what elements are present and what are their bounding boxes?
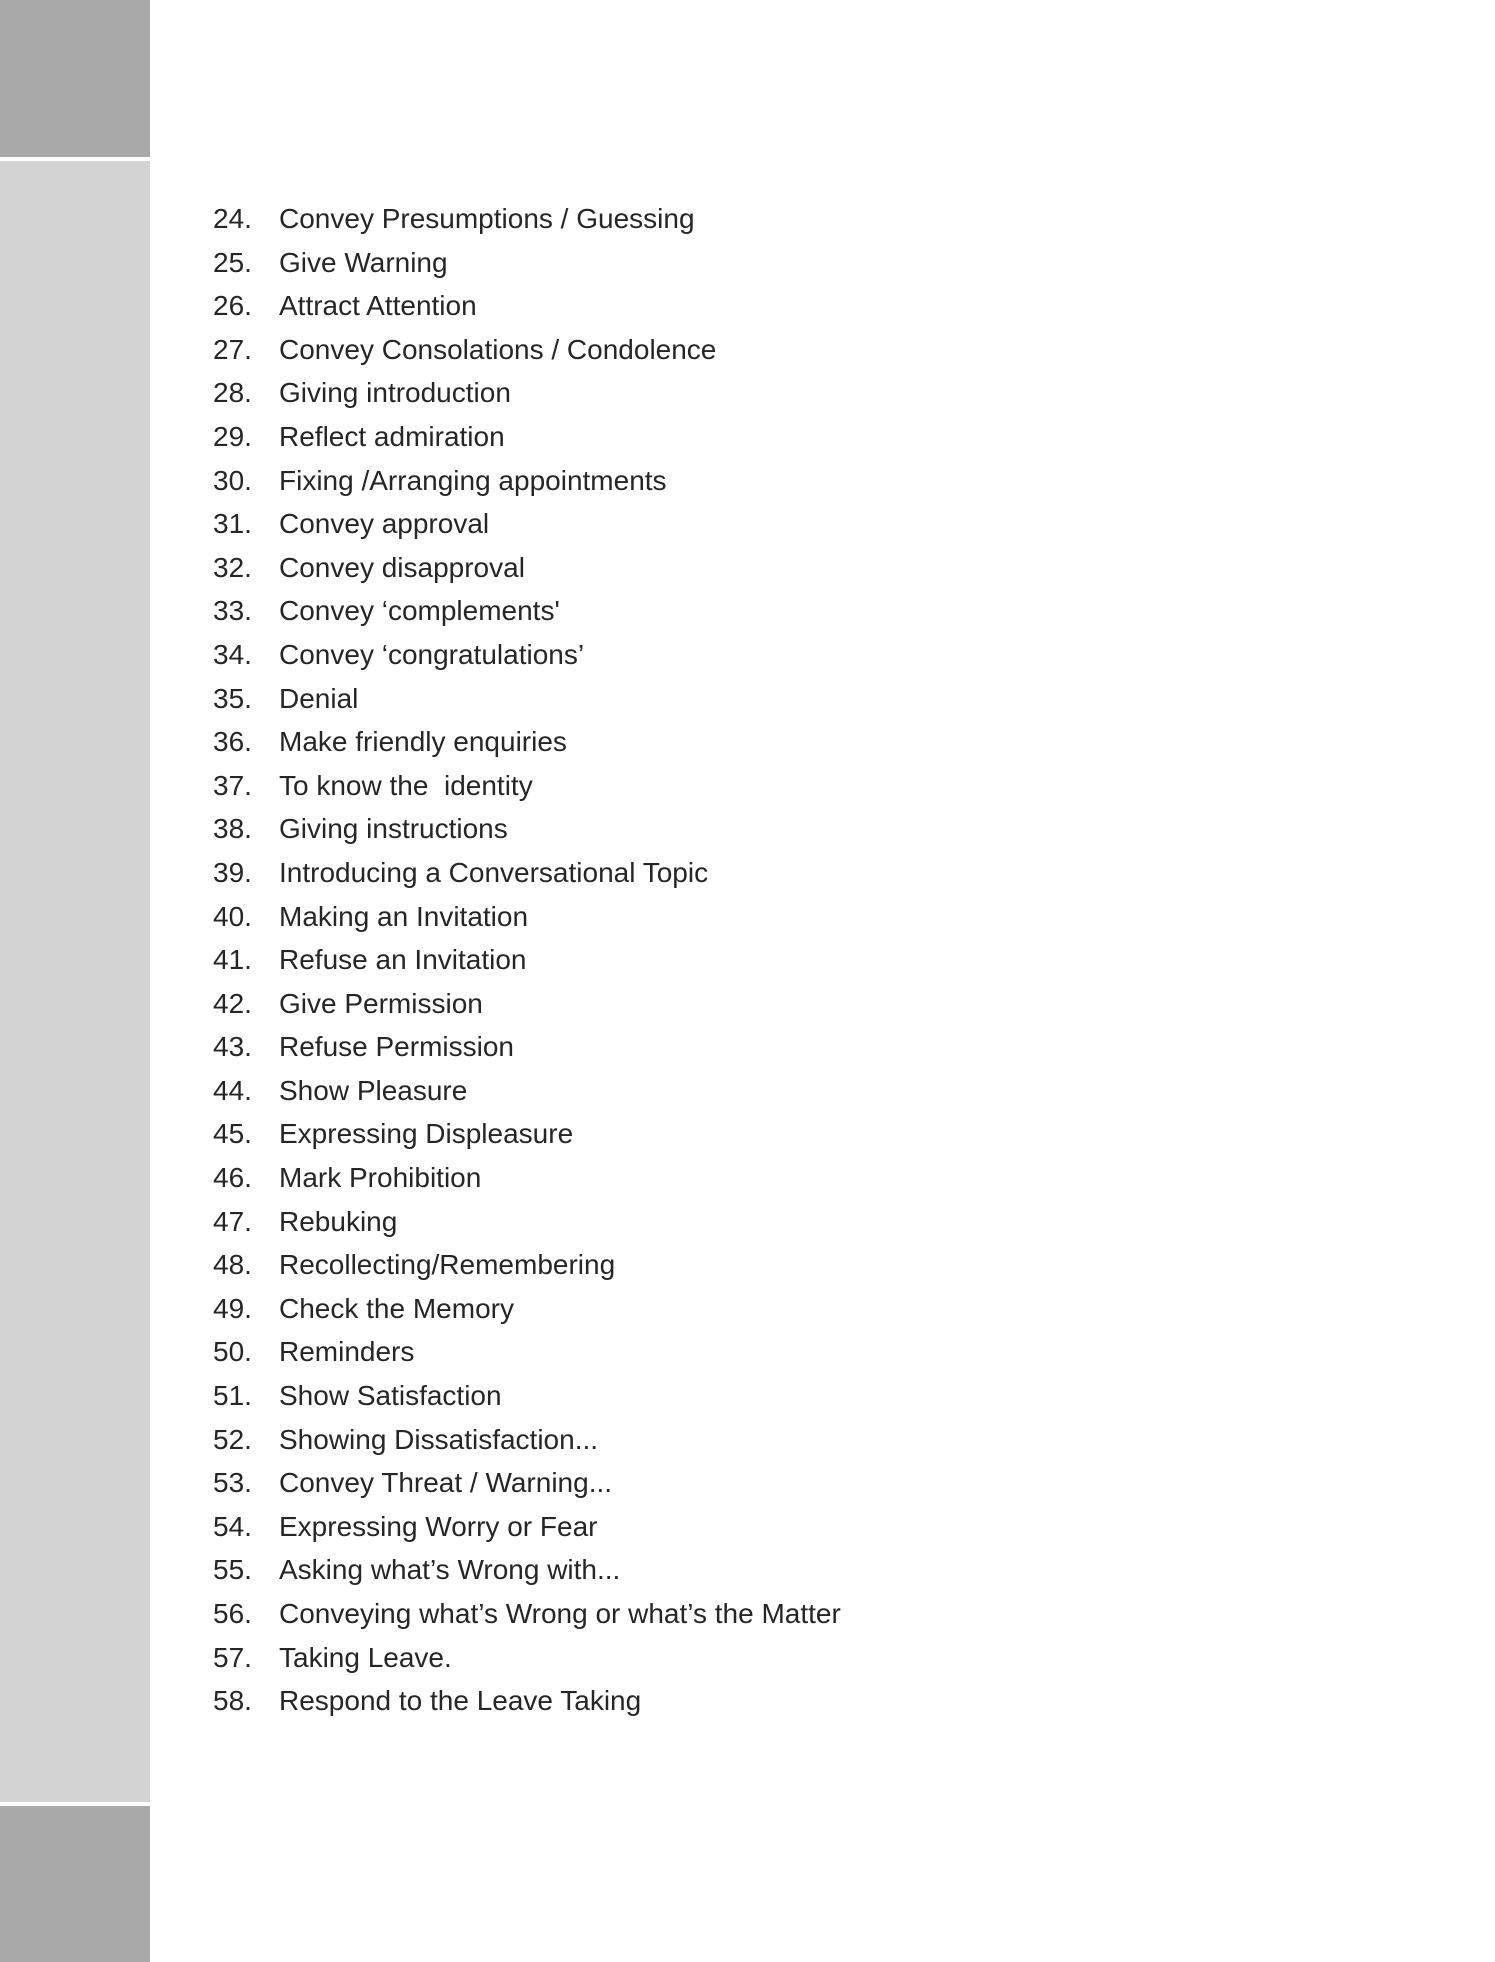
item-text: Rebuking [279, 1205, 398, 1237]
item-number: 26. [213, 290, 252, 322]
item-number: 40. [213, 900, 252, 932]
item-number: 39. [213, 856, 252, 888]
list-item [213, 901, 841, 945]
item-number: 58. [213, 1685, 252, 1717]
item-number: 27. [213, 333, 252, 365]
list-item [213, 1118, 841, 1162]
list-item [213, 770, 841, 814]
item-text: Show Satisfaction [279, 1380, 502, 1412]
list-item [213, 421, 841, 465]
list-item [213, 290, 841, 334]
item-text: Giving introduction [279, 377, 511, 409]
list-item [213, 944, 841, 988]
item-text: Show Pleasure [279, 1074, 468, 1106]
topic-list [213, 203, 841, 1729]
item-number: 34. [213, 638, 252, 670]
item-number: 42. [213, 987, 252, 1019]
item-number: 52. [213, 1423, 252, 1455]
item-number: 43. [213, 1031, 252, 1063]
item-text: Convey ‘complements' [279, 595, 560, 627]
item-number: 45. [213, 1118, 252, 1150]
list-item [213, 203, 841, 247]
item-text: Check the Memory [279, 1292, 514, 1324]
item-text: Refuse an Invitation [279, 944, 527, 976]
list-item [213, 988, 841, 1032]
list-item [213, 1554, 841, 1598]
item-number: 54. [213, 1510, 252, 1542]
item-text: Respond to the Leave Taking [279, 1685, 642, 1717]
list-item [213, 1424, 841, 1468]
list-item [213, 1511, 841, 1555]
item-text: Fixing /Arranging appointments [279, 464, 667, 496]
item-number: 50. [213, 1336, 252, 1368]
list-item [213, 377, 841, 421]
list-item [213, 1598, 841, 1642]
item-text: Denial [279, 682, 359, 714]
item-number: 55. [213, 1554, 252, 1586]
item-text: Conveying what’s Wrong or what’s the Matter [279, 1598, 841, 1629]
item-text: Make friendly enquiries [279, 726, 567, 758]
item-text: Give Permission [279, 987, 483, 1019]
item-text: Convey ‘congratulations’ [279, 638, 585, 670]
item-number: 37. [213, 769, 252, 801]
item-text: Making an Invitation [279, 900, 529, 932]
item-text: Reflect admiration [279, 420, 505, 452]
list-item [213, 1293, 841, 1337]
list-item [213, 813, 841, 857]
list-item [213, 1075, 841, 1119]
item-text: Convey Presumptions / Guessing [279, 203, 695, 234]
list-item [213, 1642, 841, 1686]
list-item [213, 1031, 841, 1075]
item-text: Showing Dissatisfaction... [279, 1423, 599, 1455]
list-item [213, 247, 841, 291]
item-number: 30. [213, 464, 252, 496]
item-text: Giving instructions [279, 813, 508, 845]
item-text: Asking what’s Wrong with... [279, 1554, 621, 1586]
list-item [213, 465, 841, 509]
list-item [213, 1467, 841, 1511]
item-text: Reminders [279, 1336, 415, 1368]
item-number: 41. [213, 944, 252, 976]
item-number: 28. [213, 377, 252, 409]
item-text: Introducing a Conversational Topic [279, 856, 709, 888]
item-text: To know the identity [279, 769, 533, 801]
item-number: 24. [213, 203, 252, 234]
list-item [213, 1162, 841, 1206]
item-number: 46. [213, 1162, 252, 1194]
list-item [213, 639, 841, 683]
item-number: 49. [213, 1292, 252, 1324]
sidebar-middle-block [0, 161, 150, 1802]
item-number: 33. [213, 595, 252, 627]
list-item [213, 1249, 841, 1293]
item-number: 57. [213, 1641, 252, 1673]
list-item [213, 857, 841, 901]
list-item [213, 334, 841, 378]
item-number: 25. [213, 246, 252, 278]
list-item [213, 1336, 841, 1380]
item-number: 44. [213, 1074, 252, 1106]
sidebar-top-block [0, 0, 150, 157]
item-text: Convey Threat / Warning... [279, 1467, 613, 1499]
item-text: Taking Leave. [279, 1641, 452, 1673]
item-text: Give Warning [279, 246, 448, 278]
list-item [213, 552, 841, 596]
item-text: Expressing Displeasure [279, 1118, 574, 1150]
item-number: 53. [213, 1467, 252, 1499]
item-number: 56. [213, 1598, 252, 1629]
list-item [213, 1380, 841, 1424]
list-item [213, 726, 841, 770]
item-number: 48. [213, 1249, 252, 1281]
item-number: 31. [213, 508, 252, 540]
list-item [213, 508, 841, 552]
item-text: Mark Prohibition [279, 1162, 482, 1194]
list-item [213, 683, 841, 727]
list-item [213, 595, 841, 639]
item-text: Recollecting/Remembering [279, 1249, 616, 1281]
item-text: Convey Consolations / Condolence [279, 333, 717, 365]
item-text: Convey approval [279, 508, 490, 540]
item-number: 32. [213, 551, 252, 583]
item-number: 38. [213, 813, 252, 845]
item-number: 51. [213, 1380, 252, 1412]
item-text: Refuse Permission [279, 1031, 514, 1063]
item-text: Convey disapproval [279, 551, 525, 583]
item-number: 35. [213, 682, 252, 714]
item-text: Expressing Worry or Fear [279, 1510, 598, 1542]
item-number: 36. [213, 726, 252, 758]
list-item [213, 1685, 841, 1729]
item-number: 47. [213, 1205, 252, 1237]
sidebar-bottom-block [0, 1806, 150, 1962]
item-text: Attract Attention [279, 290, 477, 322]
list-item [213, 1206, 841, 1250]
item-number: 29. [213, 420, 252, 452]
